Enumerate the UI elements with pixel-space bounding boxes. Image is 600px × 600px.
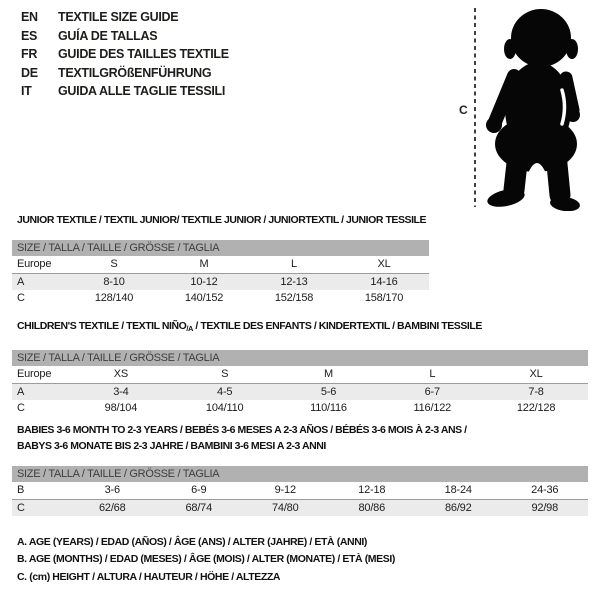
height-cell: 128/140 <box>94 292 134 304</box>
age-cell: 6-7 <box>424 386 440 398</box>
height-cell: 92/98 <box>531 502 559 514</box>
height-cell: 68/74 <box>185 502 213 514</box>
height-cell: 152/158 <box>274 292 314 304</box>
children-title-subscript: /A <box>186 324 193 333</box>
height-measure-label: C <box>459 103 468 117</box>
height-cell: 74/80 <box>271 502 299 514</box>
table-row-age <box>12 383 588 400</box>
age-cell: 4-5 <box>217 386 233 398</box>
row-label: C <box>17 402 25 414</box>
height-measure-dashed-line <box>474 8 476 207</box>
language-code: ES <box>21 28 38 43</box>
junior-table-title: JUNIOR TEXTILE / TEXTIL JUNIOR/ TEXTILE JUNIOR / JUNIORTEXTIL / JUNIOR TESSILE <box>17 214 427 226</box>
language-label: TEXTILE SIZE GUIDE <box>58 10 179 24</box>
language-label: TEXTILGRÖßENFÜHRUNG <box>58 65 212 80</box>
junior-size-table <box>12 240 429 307</box>
age-cell: 14-16 <box>370 276 398 288</box>
size-cell: S <box>221 368 229 380</box>
language-code: DE <box>21 65 38 80</box>
note-age-months: B. AGE (MONTHS) / EDAD (MESES) / ÂGE (MOIS) / ALTER (MONATE) / ETÀ (MESI) <box>17 553 395 566</box>
language-row-fr <box>21 45 229 64</box>
size-table-header: SIZE / TALLA / TAILLE / GRÖSSE / TAGLIA <box>12 240 429 256</box>
row-label: Europe <box>17 258 52 270</box>
table-row-europe <box>12 256 429 273</box>
language-row-it <box>21 82 229 101</box>
age-cell: 7-8 <box>528 386 544 398</box>
legend-notes <box>17 534 395 586</box>
row-label: B <box>17 484 25 496</box>
age-cell: 6-9 <box>191 484 207 496</box>
table-row-height <box>12 499 588 516</box>
language-row-es <box>21 27 229 46</box>
height-cell: 110/116 <box>310 402 347 414</box>
row-label: C <box>17 292 25 304</box>
babies-table-title-line1: BABIES 3-6 MONTH TO 2-3 YEARS / BEBÉS 3-6 MESES A 2-3 AÑOS / BÉBÉS 3-6 MOIS À 2-3 ANS / <box>17 424 467 436</box>
height-cell: 98/104 <box>104 402 138 414</box>
row-label: A <box>17 276 25 288</box>
height-cell: 104/110 <box>205 402 244 414</box>
size-cell: XL <box>529 368 543 380</box>
note-age-years: A. AGE (YEARS) / EDAD (AÑOS) / ÂGE (ANS) / ALTER (JAHRE) / ETÀ (ANNI) <box>17 536 368 548</box>
age-cell: 18-24 <box>444 484 472 496</box>
age-cell: 12-13 <box>280 276 308 288</box>
babies-size-table <box>12 466 588 516</box>
language-label: GUÍA DE TALLAS <box>58 28 158 43</box>
table-row-height <box>12 400 588 417</box>
age-cell: 5-6 <box>320 386 337 398</box>
row-label: C <box>17 502 25 514</box>
age-cell: 12-18 <box>358 484 386 496</box>
size-table-header: SIZE / TALLA / TAILLE / GRÖSSE / TAGLIA <box>12 350 588 366</box>
children-title-suffix: / TEXTILE DES ENFANTS / KINDERTEXTIL / BAMBINI TESSILE <box>192 320 482 332</box>
toddler-silhouette-icon <box>481 4 597 211</box>
age-cell: 9-12 <box>274 484 296 496</box>
size-cell: S <box>110 258 118 270</box>
children-table-title <box>17 320 482 333</box>
children-size-table <box>12 350 588 417</box>
language-code: FR <box>21 47 38 62</box>
size-cell: L <box>429 368 436 380</box>
height-cell: 62/68 <box>98 502 126 514</box>
children-title-prefix: CHILDREN'S TEXTILE / TEXTIL NIÑO <box>17 320 187 332</box>
size-cell: M <box>324 368 333 380</box>
table-row-age-months <box>12 482 588 499</box>
note-height-cm: C. (cm) HEIGHT / ALTURA / HAUTEUR / HÖHE / ALTEZZA <box>17 570 281 583</box>
row-label: A <box>17 386 25 398</box>
height-cell: 86/92 <box>444 502 472 514</box>
language-code: IT <box>21 84 32 99</box>
language-row-en <box>21 8 229 27</box>
height-cell: 122/128 <box>516 402 556 414</box>
table-row-europe <box>12 366 588 383</box>
height-cell: 80/86 <box>358 502 386 514</box>
row-label: Europe <box>17 368 52 380</box>
size-cell: M <box>199 258 209 270</box>
table-row-height <box>12 290 429 307</box>
size-cell: L <box>291 258 297 270</box>
age-cell: 3-6 <box>104 484 120 496</box>
language-code: EN <box>21 10 38 24</box>
height-cell: 140/152 <box>184 292 224 304</box>
language-list <box>21 8 229 101</box>
size-table-header: SIZE / TALLA / TAILLE / GRÖSSE / TAGLIA <box>12 466 588 482</box>
size-cell: XL <box>377 258 391 270</box>
table-row-age <box>12 273 429 290</box>
height-cell: 158/170 <box>364 292 404 304</box>
age-cell: 10-12 <box>190 276 218 288</box>
height-cell: 116/122 <box>413 402 452 414</box>
language-label: GUIDA ALLE TAGLIE TESSILI <box>58 84 226 99</box>
language-label: GUIDE DES TAILLES TEXTILE <box>58 47 229 62</box>
age-cell: 8-10 <box>103 276 125 288</box>
babies-table-title-line2: BABYS 3-6 MONATE BIS 2-3 JAHRE / BAMBINI 3-6 MESI A 2-3 ANNI <box>17 440 326 452</box>
size-cell: XS <box>113 368 129 380</box>
age-cell: 3-4 <box>113 386 129 398</box>
age-cell: 24-36 <box>531 484 559 496</box>
language-row-de <box>21 64 229 83</box>
